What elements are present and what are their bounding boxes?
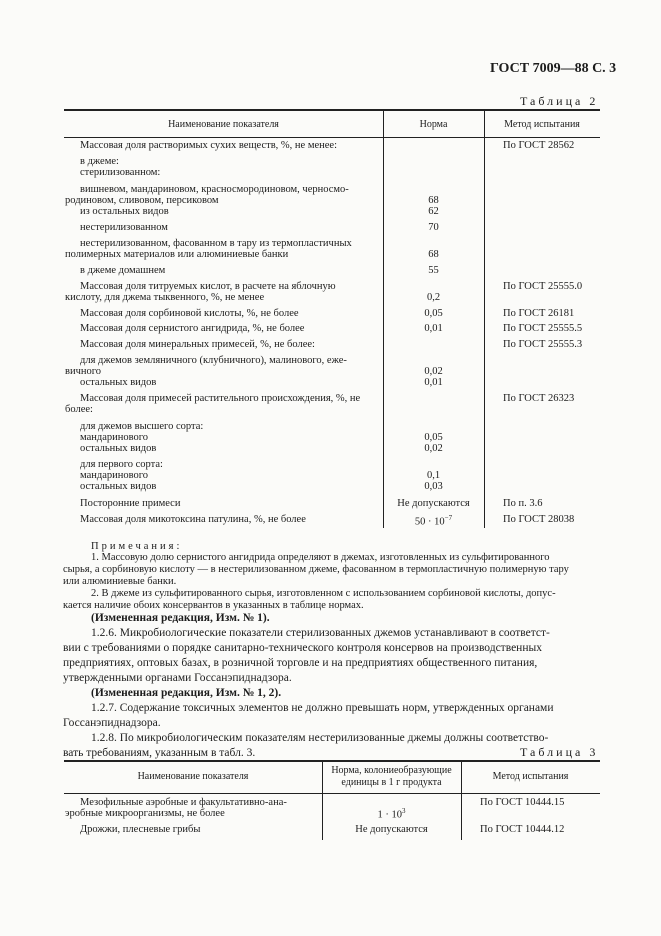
t2-r9-norm: 0,2	[426, 292, 441, 303]
t2-r20-norm: 0,1	[426, 470, 441, 481]
t2-r4-name-1: вишневом, мандариновом, красносмородиновом, черносмо-	[80, 184, 349, 195]
t2-r3-name: стерилизованном:	[80, 167, 161, 178]
para-127-line-1: 1.2.7. Содержание токсичных элементов не должно превышать норм, утвержденных органами	[91, 702, 554, 714]
t3-row2-method: По ГОСТ 10444.12	[480, 824, 565, 835]
para-126-line-4: утвержденными органами Госсанэпиднадзора.	[63, 672, 292, 684]
t2-r9-method: По ГОСТ 25555.0	[503, 281, 583, 292]
t2-r13-norm: 0,02	[424, 366, 443, 377]
t2-r10-norm: 0,05	[424, 308, 443, 319]
edition-note-1: (Измененная редакция, Изм. № 1).	[91, 612, 270, 624]
t2-r10-method: По ГОСТ 26181	[503, 308, 575, 319]
table3-top-border	[64, 760, 600, 762]
t2-r15-name-2: более:	[65, 404, 93, 415]
t2-r21-norm: 0,03	[424, 481, 443, 492]
note-1-line-2: сырья, а сорбиновую кислоту — в нестерилизованном джеме, фасованном в термопластичную полимерную тару	[63, 564, 569, 575]
t2-r18-name: остальных видов	[80, 443, 157, 454]
t2-r8-name: в джеме домашнем	[80, 265, 166, 276]
t2-r5-norm: 62	[428, 206, 439, 217]
t2-r1-name: Массовая доля растворимых сухих веществ, %, не менее:	[80, 140, 337, 151]
table3-col-norm-line-2: единицы в 1 г продукта	[341, 777, 442, 788]
table2-col-method: Метод испытания	[504, 119, 580, 130]
t2-r15-method: По ГОСТ 26323	[503, 393, 575, 404]
t2-r4-norm: 68	[428, 195, 439, 206]
t2-r7-norm: 68	[428, 249, 439, 260]
t2-r6-name: нестерилизованном	[80, 222, 168, 233]
table3-col-norm-line-1: Норма, колониеобразующие	[331, 765, 452, 776]
note-1-line-3: или алюминиевые банки.	[63, 576, 177, 587]
t2-r23-norm: $50 \cdot 10^{-7}$	[414, 514, 453, 528]
note-2-line-2: кается наличие обоих консервантов в указанных в таблице нормах.	[63, 600, 364, 611]
t3-row2-norm: Не допускаются	[355, 824, 428, 835]
t2-r17-name: мандаринового	[80, 432, 149, 443]
t2-r15-name-1: Массовая доля примесей растительного происхождения, %, не	[80, 393, 361, 404]
t2-r1-method: По ГОСТ 28562	[503, 140, 575, 151]
t2-r8-norm: 55	[428, 265, 439, 276]
t2-r11-norm: 0,01	[424, 323, 443, 334]
table2-header-border	[64, 137, 600, 138]
t2-r16-name: для джемов высшего сорта:	[80, 421, 204, 432]
t2-r11-name: Массовая доля сернистого ангидрида, %, не более	[80, 323, 305, 334]
para-126-line-2: вии с требованиями о порядке санитарно-технического контроля консервов на производственных	[63, 642, 542, 654]
t2-r13-name-2: вичного	[65, 366, 102, 377]
t2-r18-norm: 0,02	[424, 443, 443, 454]
t3-row1-name-1: Мезофильные аэробные и факультативно-ана-	[80, 797, 287, 808]
table3-col-method: Метод испытания	[492, 771, 569, 782]
t2-r19-name: для первого сорта:	[80, 459, 163, 470]
t2-r9-name-2: кислоту, для джема тыквенного, %, не менее	[65, 292, 265, 303]
t2-r14-name: остальных видов	[80, 377, 157, 388]
table2-caption: Таблица 2	[520, 94, 599, 108]
table2-col-norm: Норма	[419, 119, 448, 130]
t2-r7-name-2: полимерных материалов или алюминиевые банки	[65, 249, 289, 260]
page-header: ГОСТ 7009—88 С. 3	[490, 61, 617, 76]
note-2-line-1: 2. В джеме из сульфитированного сырья, изготовленном с использованием сорбиновой кислоты, допус-	[91, 588, 556, 599]
table2-top-border	[64, 109, 600, 111]
t2-r4-name-2: родиновом, сливовом, персиковом	[65, 195, 219, 206]
t2-r9-name-1: Массовая доля титруемых кислот, в расчете на яблочную	[80, 281, 336, 292]
t2-r11-method: По ГОСТ 25555.5	[503, 323, 583, 334]
t3-row1-method: По ГОСТ 10444.15	[480, 797, 565, 808]
t3-row2-name: Дрожжи, плесневые грибы	[80, 824, 201, 835]
t2-r12-method: По ГОСТ 25555.3	[503, 339, 583, 350]
note-1-line-1: 1. Массовую долю сернистого ангидрида определяют в джемах, изготовленных из сульфитированного	[91, 552, 550, 563]
t2-r17-norm: 0,05	[424, 432, 443, 443]
edition-note-2: (Измененная редакция, Изм. № 1, 2).	[91, 687, 282, 699]
t2-r5-name: из остальных видов	[80, 206, 169, 217]
table3-header-border	[64, 793, 600, 794]
t2-r22-name: Посторонние примеси	[80, 498, 181, 509]
para-128-line-2: вать требованиям, указанным в табл. 3.	[63, 747, 256, 759]
t3-row1-name-2: эробные микроорганизмы, не более	[65, 808, 225, 819]
t2-r12-name: Массовая доля минеральных примесей, %, не более:	[80, 339, 315, 350]
t2-r13-name-1: для джемов земляничного (клубничного), малинового, еже-	[80, 355, 347, 366]
para-127-line-2: Госсанэпиднадзора.	[63, 717, 161, 729]
t2-r22-norm: Не допускаются	[397, 498, 470, 509]
table2-col-name: Наименование показателя	[168, 119, 279, 130]
t2-r20-name: мандаринового	[80, 470, 149, 481]
table2-col-divider-2	[484, 109, 485, 528]
t3-row1-norm: $1 \cdot 10^3$	[377, 807, 406, 821]
t2-r21-name: остальных видов	[80, 481, 157, 492]
t2-r23-name: Массовая доля микотоксина патулина, %, не более	[80, 514, 306, 525]
t2-r22-method: По п. 3.6	[503, 498, 543, 509]
table3-caption: Таблица 3	[520, 745, 599, 759]
t2-r14-norm: 0,01	[424, 377, 443, 388]
t2-r2-name: в джеме:	[80, 156, 119, 167]
t2-r7-name-1: нестерилизованном, фасованном в тару из термопластичных	[80, 238, 352, 249]
t2-r10-name: Массовая доля сорбиновой кислоты, %, не более	[80, 308, 299, 319]
notes-title: Примечания:	[91, 541, 183, 552]
t2-r23-method: По ГОСТ 28038	[503, 514, 575, 525]
para-126-line-3: предприятиях, оптовых базах, в розничной торговле и на предприятиях общественного питания,	[63, 657, 538, 669]
para-128-line-1: 1.2.8. По микробиологическим показателям нестерилизованные джемы должны соответство-	[91, 732, 549, 744]
table3-col-name: Наименование показателя	[137, 771, 249, 782]
para-126-line-1: 1.2.6. Микробиологические показатели стерилизованных джемов устанавливают в соответст-	[91, 627, 550, 639]
t2-r6-norm: 70	[428, 222, 439, 233]
